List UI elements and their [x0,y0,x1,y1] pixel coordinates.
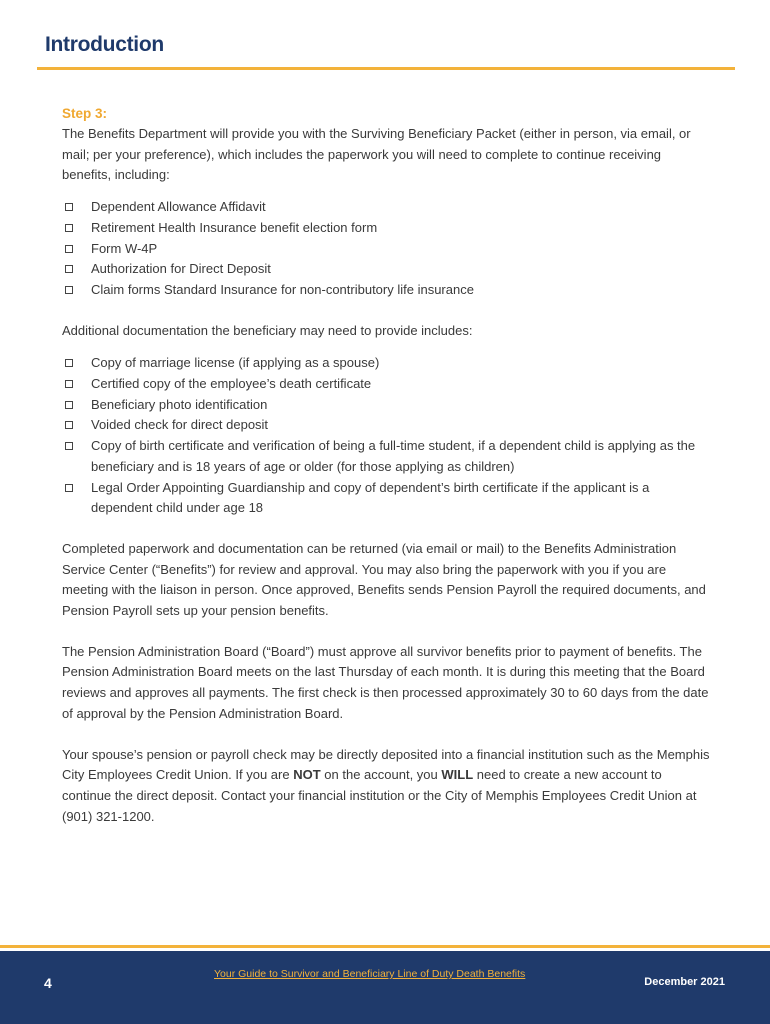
list-item-text: Copy of birth certificate and verification of being a full-time student, if a dependent child is applying as the beneficiary and is 18 years of age or older (for those applying as children) [91,438,696,474]
list-item-text: Dependent Allowance Affidavit [91,199,266,215]
list-item-text: Legal Order Appointing Guardianship and copy of dependent’s birth certificate if the applicant is a dependent child under age 18 [91,479,650,516]
page-footer [0,951,770,1024]
checkbox-icon [65,286,73,294]
checkbox-icon [65,484,73,492]
checkbox-icon [65,421,73,429]
list-item [62,197,712,218]
list-item [62,395,712,416]
list-item-text: Authorization for Direct Deposit [91,261,271,277]
packet-checklist [62,197,712,301]
checkbox-icon [65,380,73,388]
list-item-text: Claim forms Standard Insurance for non-contributory life insurance [91,281,474,297]
list-item [62,374,712,395]
deposit-text-1: Your spouse’s pension or payroll check may be directly deposited into a financial institution such as the Memphis City Employees Credit Union. If you are [62,746,710,783]
deposit-text-2: on the account, you [320,767,442,783]
deposit-emphasis-not: NOT [293,767,321,783]
checkbox-icon [65,359,73,367]
checkbox-icon [65,203,73,211]
checkbox-icon [65,245,73,253]
list-item [62,478,712,519]
list-item [62,259,712,280]
list-item-text: Beneficiary photo identification [91,396,268,412]
deposit-text-3: need to create a new account to continue the direct deposit. Contact your financial institution or the City of Memphis Employees Credit Union at (901) 321-1200. [62,767,697,824]
additional-checklist [62,353,712,519]
list-item-text: Voided check for direct deposit [91,417,269,433]
list-item [62,436,712,477]
list-item [62,353,712,374]
checkbox-icon [65,265,73,273]
footer-date: December 2021 [644,976,725,988]
paragraph-completed-paperwork: Completed paperwork and documentation can be returned (via email or mail) to the Benefits Administration Service Center (“Benefits”) for review and approval. You may also bring the paperwork with you if you are meeting with the liaison in person. Once approved, Benefits sends Pension Payroll the required documents, and Pension Payroll sets up your pension benefits. [62,540,706,619]
main-content [62,104,712,827]
checkbox-icon [65,442,73,450]
list-item-text: Copy of marriage license (if applying as a spouse) [91,355,380,371]
step-intro: The Benefits Department will provide you with the Surviving Beneficiary Packet (either in person, via email, or mail; per your preference), which includes the paperwork you will need to complete to continue receiving benefits, including: [62,126,691,183]
deposit-emphasis-will: WILL [441,767,474,783]
list-item [62,218,712,239]
list-item-text: Retirement Health Insurance benefit election form [91,219,378,235]
checkbox-icon [65,224,73,232]
guide-title-link[interactable]: Your Guide to Survivor and Beneficiary Line of Duty Death Benefits [214,968,526,980]
list-item-text: Form W-4P [91,240,158,256]
footer-divider [0,945,770,948]
page-title: Introduction [45,33,164,56]
additional-intro: Additional documentation the beneficiary may need to provide includes: [62,322,473,338]
title-divider [37,67,735,70]
paragraph-board-approval: The Pension Administration Board (“Board”) must approve all survivor benefits prior to payment of benefits. The Pension Administration Board meets on the last Thursday of each month. It is during this meeting that the Board reviews and approves all payments. The first check is then processed approximately 30 to 60 days from the date of approval by the Pension Administration Board. [62,643,709,721]
page-number: 4 [44,975,52,991]
checkbox-icon [65,401,73,409]
list-item [62,415,712,436]
list-item-text: Certified copy of the employee’s death certificate [91,376,372,392]
step-label: Step 3: [62,106,108,121]
list-item [62,239,712,260]
list-item [62,280,712,301]
paragraph-direct-deposit [62,745,712,828]
